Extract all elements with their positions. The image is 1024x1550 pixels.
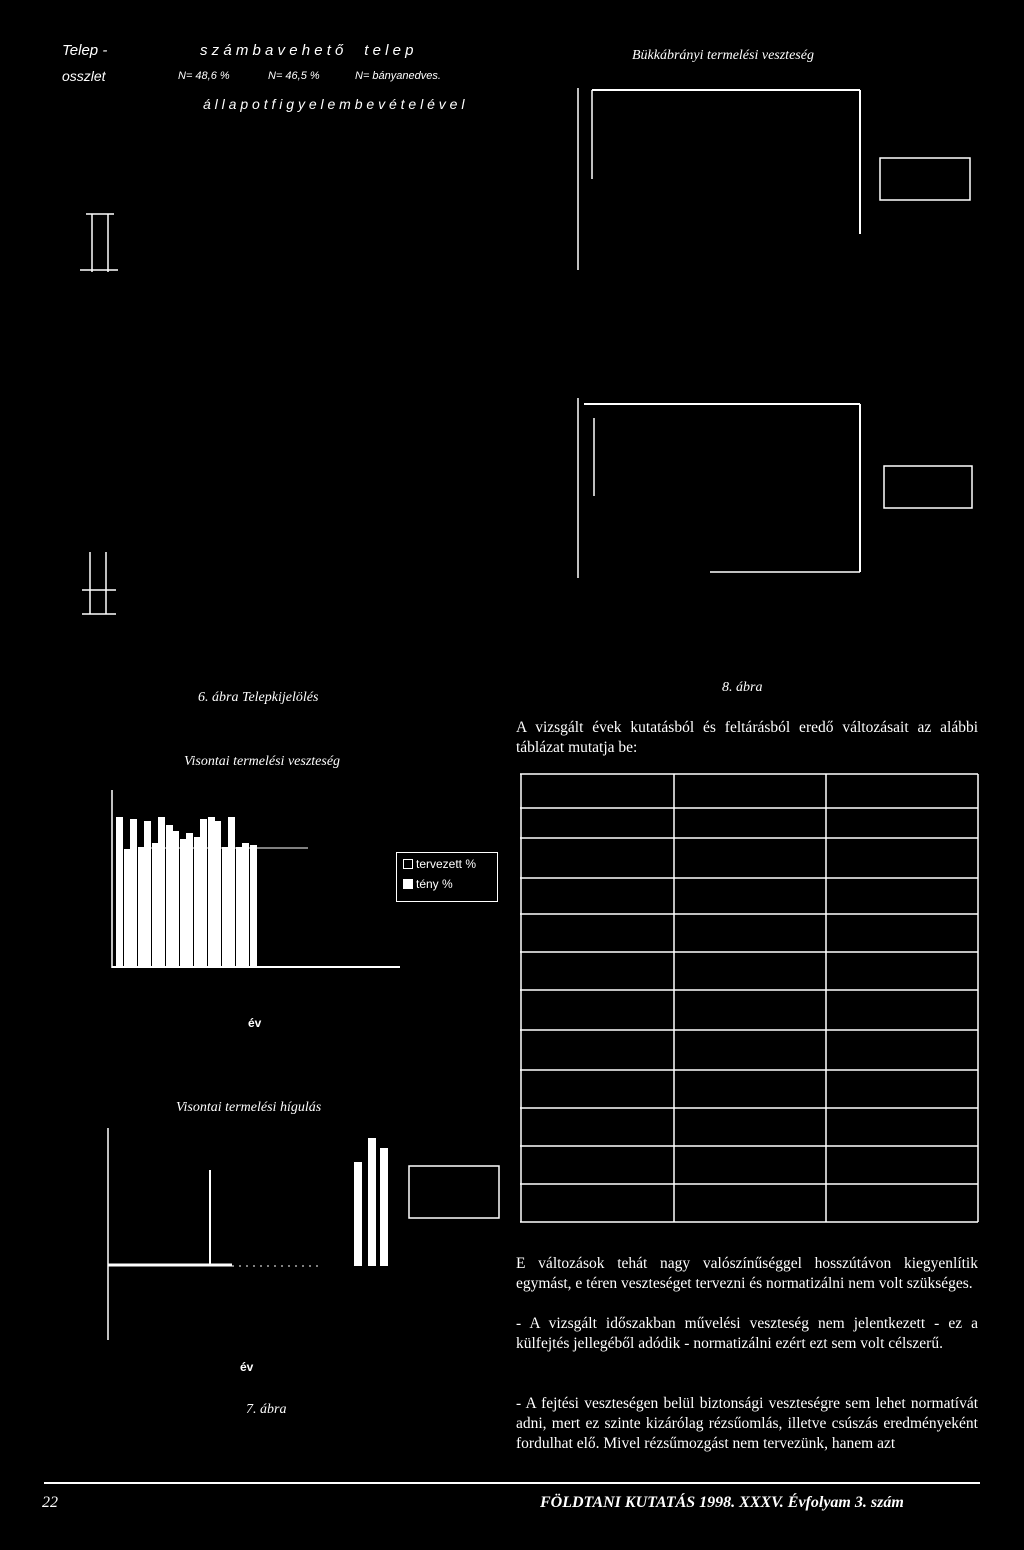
- fig7-caption: 7. ábra: [246, 1402, 287, 1417]
- loss-bar: [242, 843, 249, 967]
- paragraph-2: - A vizsgált időszakban művelési veszteség nem jelentkezett - ez a külfejtés jellegéből adódik - normatizálni ezért ezt sem volt célszerű.: [516, 1315, 978, 1352]
- loss-bar: [250, 845, 257, 967]
- loss-bar: [158, 817, 165, 967]
- visonta-dilution-xlabel: év: [240, 1360, 254, 1374]
- visonta-dilution-chart: [104, 1128, 504, 1343]
- legend-planned-swatch: [403, 859, 413, 869]
- fig8-title: Bükkábrányi termelési veszteség: [632, 48, 814, 63]
- loss-bar: [152, 843, 159, 967]
- fig8-chart-top: [574, 84, 984, 274]
- visonta-dilution-title: Visontai termelési hígulás: [176, 1100, 322, 1115]
- loss-bar: [228, 817, 235, 967]
- fig6-header-col1a: Telep -: [62, 42, 108, 59]
- loss-bar: [138, 847, 145, 967]
- loss-bar: [116, 817, 123, 967]
- loss-bar: [124, 849, 131, 967]
- loss-bar: [194, 837, 201, 967]
- loss-bar: [208, 817, 215, 967]
- intro-paragraph: A vizsgált évek kutatásból és feltárásból eredő változásait az alábbi táblázat mutatja be:: [516, 719, 978, 756]
- loss-bar: [130, 819, 137, 967]
- loss-bar: [166, 825, 173, 967]
- footer-page-number: 22: [42, 1494, 58, 1511]
- visonta-loss-chart: [108, 790, 408, 970]
- fig6-caption: 6. ábra Telepkijelölés: [198, 690, 319, 705]
- loss-bar: [236, 847, 243, 967]
- loss-bar: [144, 821, 151, 967]
- visonta-loss-title: Visontai termelési veszteség: [184, 754, 341, 769]
- legend-actual-label: tény %: [416, 877, 453, 891]
- fig6-header-n1: N= 48,6 %: [178, 70, 230, 82]
- loss-bar: [214, 821, 221, 967]
- fig6-symbol-top: [78, 212, 120, 276]
- legend-actual-swatch: [403, 879, 413, 889]
- fig6-header-subtitle: á l l a p o t f i g y e l e m b e v é t e l é v e l: [203, 96, 465, 112]
- loss-bar: [200, 819, 207, 967]
- visonta-loss-legend: [396, 852, 498, 902]
- fig6-header-title: s z á m b a v e h e t ő t e l e p: [200, 42, 414, 59]
- fig6-header-n2: N= 46,5 %: [268, 70, 320, 82]
- fig8-caption: 8. ábra: [722, 680, 763, 695]
- loss-bar: [222, 847, 229, 967]
- legend-planned: [403, 857, 491, 871]
- loss-bar: [172, 831, 179, 967]
- visonta-loss-xlabel: év: [248, 1016, 262, 1030]
- loss-bar: [180, 839, 187, 967]
- footer-rule: [44, 1482, 980, 1484]
- paragraph-3: - A fejtési veszteségen belül biztonsági veszteségre sem lehet normatívát adni, mert ez szinte kizárólag rézsűomlás, illetve csúszás eredményeként fordulhat elő. Mivel rézsűmozgást nem tervezünk, hanem azt: [516, 1395, 978, 1452]
- data-table: [520, 772, 980, 1224]
- legend-actual: [403, 877, 491, 891]
- legend-planned-label: tervezett %: [416, 857, 477, 871]
- fig6-header-col1b: osszlet: [62, 68, 106, 84]
- paragraph-1: E változások tehát nagy valószínűséggel hosszútávon kiegyenlítik egymást, e téren veszteséget tervezni és normatizálni nem volt szükséges.: [516, 1255, 978, 1292]
- footer-journal: FÖLDTANI KUTATÁS 1998. XXXV. Évfolyam 3. szám: [540, 1494, 904, 1511]
- loss-bar: [186, 833, 193, 967]
- fig6-symbol-bottom: [76, 548, 120, 620]
- fig8-chart-bottom: [574, 392, 984, 582]
- fig6-header-n3: N= bányanedves.: [355, 70, 441, 82]
